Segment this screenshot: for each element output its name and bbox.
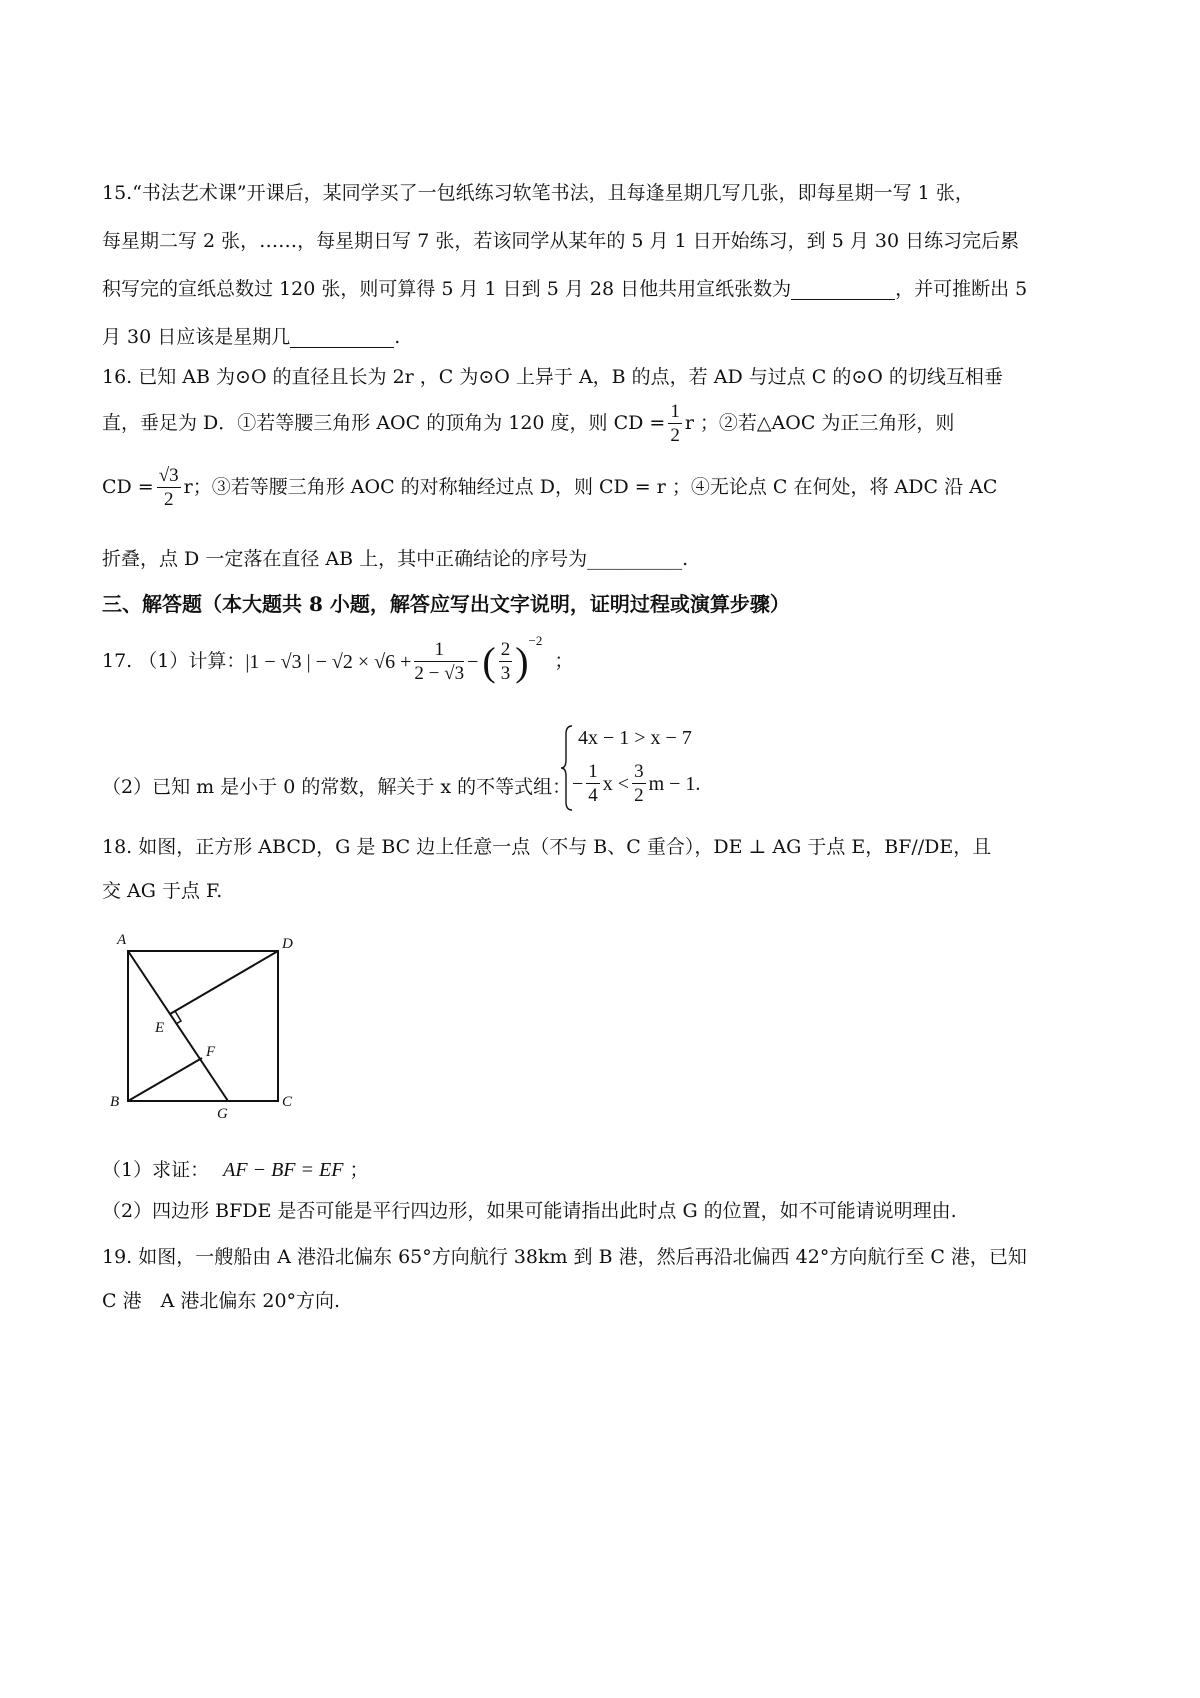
label-f: F bbox=[206, 1044, 216, 1060]
q17-paren-denominator: 3 bbox=[500, 663, 511, 684]
label-b: B bbox=[110, 1094, 120, 1110]
q15-line-4-text: 月 30 日应该是星期几 bbox=[102, 326, 291, 348]
q19-line-2: C 港 A 港北偏东 20°方向. bbox=[102, 1290, 341, 1312]
q17-part-1 bbox=[102, 633, 574, 684]
label-d: D bbox=[282, 936, 293, 952]
q18-line-1: 18. 如图，正方形 ABCD，G 是 BC 边上任意一点（不与 B、C 重合），DE ⊥ AG 于点 E，BF//DE，且 bbox=[102, 836, 992, 858]
section-title: 三、解答题（本大题共 8 小题，解答应写出文字说明，证明过程或演算步骤） bbox=[102, 592, 790, 616]
q17-inequality-1: 4x − 1 > x − 7 bbox=[578, 727, 692, 749]
q15-line-3-tail: ，并可推断出 5 bbox=[895, 278, 1028, 300]
q17-left-paren: ( bbox=[482, 638, 496, 684]
q15-line-2: 每星期二写 2 张，……，每星期日写 7 张，若该同学从某年的 5 月 1 日开始练习，到 5 月 30 日练习完后累 bbox=[102, 230, 1020, 252]
segment-bf bbox=[128, 1058, 202, 1101]
q17-exponent: −2 bbox=[528, 633, 543, 648]
label-c: C bbox=[282, 1094, 293, 1110]
q16-fraction-1 bbox=[668, 402, 682, 445]
q17-ineq2-fraction-2-num: 3 bbox=[634, 761, 644, 782]
q16-line-2-text: 直，垂足为 D．①若等腰三角形 AOC 的顶角为 120 度，则 CD = bbox=[102, 412, 666, 434]
label-g: G bbox=[217, 1106, 228, 1120]
q17-ineq2-middle: x < bbox=[602, 772, 630, 795]
q16-fraction-1-numerator: 1 bbox=[670, 401, 680, 422]
q17-ineq2-minus: − bbox=[572, 772, 584, 795]
q15-line-3 bbox=[102, 280, 1027, 300]
q16-line-2 bbox=[102, 402, 954, 445]
q16-line-3-tail: r；③若等腰三角形 AOC 的对称轴经过点 D，则 CD = r ；④无论点 C 在何处，将 ADC 沿 AC bbox=[183, 476, 998, 498]
q15-line-4 bbox=[102, 328, 400, 348]
q18-figure bbox=[105, 928, 305, 1120]
q17-part-1-label: 17. （1）计算： bbox=[102, 650, 246, 672]
q18-sub-1-equation: AF − BF = EF bbox=[223, 1159, 344, 1181]
q16-fraction-2-denominator: 2 bbox=[163, 489, 174, 510]
q17-paren-fraction bbox=[499, 640, 513, 683]
q17-part-1-expression: |1 − √3 | − √2 × √6 + bbox=[245, 650, 412, 673]
q17-ineq2-fraction-2-den: 2 bbox=[634, 785, 644, 806]
q16-line-2-tail: r ；②若△AOC 为正三角形，则 bbox=[684, 412, 955, 434]
q18-sub-1-end: ； bbox=[349, 1159, 369, 1181]
q16-line-3 bbox=[102, 466, 997, 509]
q18-line-2: 交 AG 于点 F. bbox=[102, 880, 223, 902]
q17-part-2-label: （2）已知 m 是小于 0 的常数，解关于 x 的不等式组： bbox=[102, 776, 572, 798]
label-a: A bbox=[117, 932, 127, 948]
q17-ineq2-fraction-2 bbox=[632, 762, 646, 805]
q16-line-4: 折叠，点 D 一定落在直径 AB 上，其中正确结论的序号为__________. bbox=[102, 548, 689, 570]
q17-ineq2-tail: m − 1 bbox=[648, 772, 696, 795]
q17-fraction bbox=[414, 640, 464, 683]
q18-sub-2: （2）四边形 BFDE 是否可能是平行四边形，如果可能请指出此时点 G 的位置，如不可能请说明理由. bbox=[102, 1200, 957, 1222]
q16-line-1: 16. 已知 AB 为⊙O 的直径且长为 2r ，C 为⊙O 上异于 A，B 的点，若 AD 与过点 C 的⊙O 的切线互相垂 bbox=[102, 366, 1003, 388]
q17-fraction-numerator: 1 bbox=[414, 640, 464, 662]
q18-sub-1-label: （1）求证： bbox=[102, 1159, 210, 1181]
label-e: E bbox=[155, 1020, 165, 1036]
q17-inequality-2 bbox=[572, 762, 700, 805]
q19-line-1: 19. 如图，一艘船由 A 港沿北偏东 65°方向航行 38km 到 B 港，然后再沿北偏西 42°方向航行至 C 港，已知 bbox=[102, 1246, 1027, 1268]
q18-sub-1 bbox=[102, 1160, 369, 1180]
square-abcd bbox=[128, 951, 278, 1101]
q17-ineq2-fraction-1 bbox=[586, 762, 600, 805]
q15-answer-blank-1[interactable] bbox=[791, 280, 895, 300]
q16-fraction-1-denominator: 2 bbox=[670, 425, 680, 446]
q17-right-paren: ) bbox=[515, 638, 529, 684]
q17-minus: − bbox=[467, 650, 479, 673]
q17-ineq2-fraction-1-den: 4 bbox=[588, 785, 598, 806]
segment-de bbox=[170, 951, 278, 1014]
q16-line-3-text: CD = bbox=[102, 476, 154, 498]
q17-ineq2-fraction-1-num: 1 bbox=[588, 761, 598, 782]
q17-part-2-end: . bbox=[695, 772, 701, 795]
q17-paren-numerator: 2 bbox=[500, 639, 511, 660]
q15-line-4-tail: . bbox=[394, 326, 401, 348]
q17-part-1-end: ； bbox=[554, 650, 574, 672]
q15-answer-blank-2[interactable] bbox=[290, 328, 394, 348]
q17-fraction-denominator: 2 − √3 bbox=[414, 663, 465, 684]
segment-ag bbox=[128, 951, 228, 1101]
q16-fraction-2-numerator: √3 bbox=[158, 465, 179, 486]
q16-fraction-2 bbox=[157, 466, 181, 509]
q15-line-3-text: 积写完的宣纸总数过 120 张，则可算得 5 月 1 日到 5 月 28 日他共用宣纸张数为 bbox=[102, 278, 792, 300]
q15-line-1: 15.“书法艺术课”开课后，某同学买了一包纸练习软笔书法，且每逢星期几写几张，即每星期一写 1 张， bbox=[102, 182, 974, 204]
